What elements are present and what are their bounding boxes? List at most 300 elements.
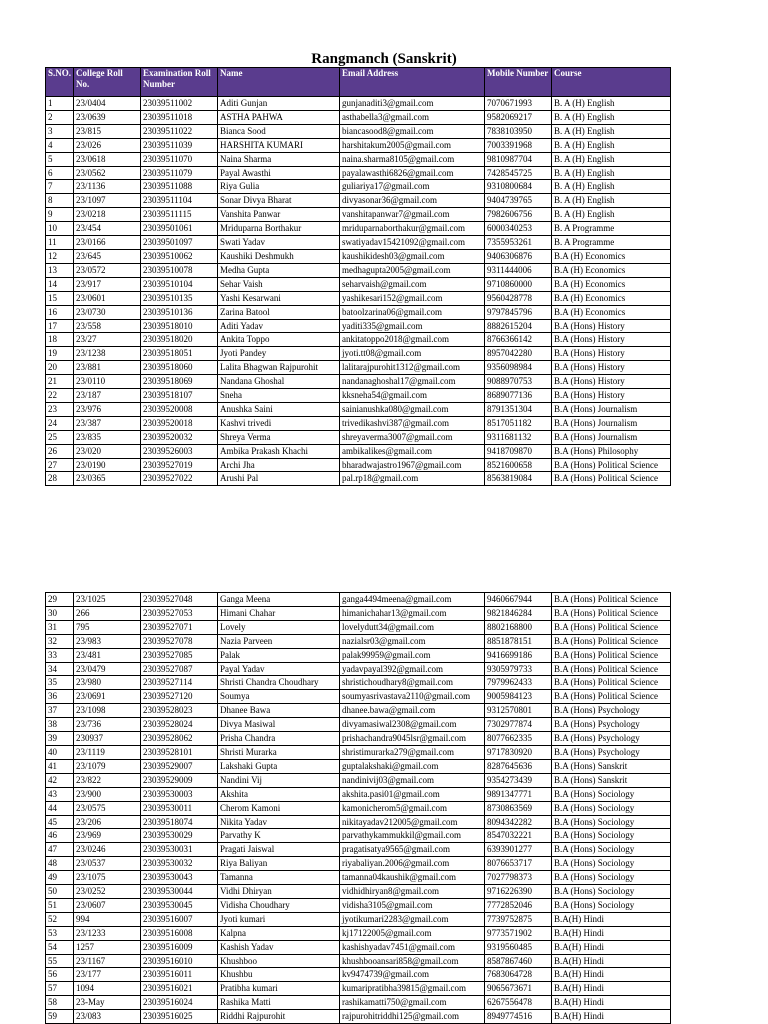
cell-college-roll: 23/0730 [74, 305, 141, 319]
cell-course: B.A (Hons) History [552, 319, 671, 333]
cell-mobile: 8517051182 [485, 416, 552, 430]
cell-email: yashikesari152@gmail.com [340, 291, 485, 305]
cell-exam-roll: 23039516007 [141, 912, 218, 926]
cell-mobile: 9717830920 [485, 745, 552, 759]
cell-mobile: 9716226390 [485, 885, 552, 899]
cell-college-roll: 23/881 [74, 361, 141, 375]
cell-college-roll: 23/645 [74, 249, 141, 263]
cell-email: yaditi335@gmail.com [340, 319, 485, 333]
cell-name: Riddhi Rajpurohit [218, 1010, 340, 1024]
cell-name: Prisha Chandra [218, 732, 340, 746]
cell-email: biancasood8@gmail.com [340, 124, 485, 138]
cell-exam-roll: 23039518069 [141, 375, 218, 389]
cell-sno: 59 [46, 1010, 74, 1024]
table-row [46, 152, 671, 166]
cell-course: B.A (H) Economics [552, 291, 671, 305]
table-row [46, 249, 671, 263]
header-course: Course [552, 68, 671, 97]
cell-college-roll: 23/1075 [74, 871, 141, 885]
page-title: Rangmanch (Sanskrit) [311, 51, 457, 67]
table-row [46, 236, 671, 250]
cell-name: Shreya Verma [218, 430, 340, 444]
cell-sno: 48 [46, 857, 74, 871]
cell-mobile: 9773571902 [485, 926, 552, 940]
cell-exam-roll: 23039527087 [141, 662, 218, 676]
cell-exam-roll: 23039511070 [141, 152, 218, 166]
cell-email: nandinivij03@gmail.com [340, 773, 485, 787]
cell-mobile: 8766366142 [485, 333, 552, 347]
cell-college-roll: 23/0601 [74, 291, 141, 305]
table-row [46, 843, 671, 857]
cell-college-roll: 23/0572 [74, 263, 141, 277]
cell-sno: 22 [46, 389, 74, 403]
cell-name: Sehar Vaish [218, 277, 340, 291]
cell-mobile: 9312570801 [485, 704, 552, 718]
cell-name: Kashvi trivedi [218, 416, 340, 430]
cell-email: batoolzarina06@gmail.com [340, 305, 485, 319]
cell-mobile: 9354273439 [485, 773, 552, 787]
cell-college-roll: 23/917 [74, 277, 141, 291]
cell-mobile: 8521600658 [485, 458, 552, 472]
cell-mobile: 7979962433 [485, 676, 552, 690]
cell-exam-roll: 23039516021 [141, 982, 218, 996]
cell-sno: 51 [46, 898, 74, 912]
cell-mobile: 8791351304 [485, 402, 552, 416]
cell-email: gunjanaditi3@gmail.com [340, 97, 485, 111]
cell-sno: 40 [46, 745, 74, 759]
cell-sno: 7 [46, 180, 74, 194]
cell-college-roll: 23/900 [74, 787, 141, 801]
cell-course: B.A (Hons) Journalism [552, 416, 671, 430]
cell-sno: 53 [46, 926, 74, 940]
table-row [46, 648, 671, 662]
cell-exam-roll: 23039527078 [141, 634, 218, 648]
table-row [46, 801, 671, 815]
cell-college-roll: 23/0562 [74, 166, 141, 180]
cell-sno: 4 [46, 138, 74, 152]
cell-course: B. A (H) English [552, 180, 671, 194]
cell-sno: 47 [46, 843, 74, 857]
table-row [46, 430, 671, 444]
cell-college-roll: 266 [74, 606, 141, 620]
table-row [46, 968, 671, 982]
cell-name: Rashika Matti [218, 996, 340, 1010]
cell-mobile: 9560428778 [485, 291, 552, 305]
cell-exam-roll: 23039530032 [141, 857, 218, 871]
cell-college-roll: 23/020 [74, 444, 141, 458]
cell-mobile: 7683064728 [485, 968, 552, 982]
cell-name: Lovely [218, 620, 340, 634]
header-college-roll: College Roll No. [74, 68, 141, 97]
cell-sno: 33 [46, 648, 74, 662]
cell-college-roll: 23/0537 [74, 857, 141, 871]
cell-sno: 23 [46, 402, 74, 416]
cell-exam-roll: 23039529007 [141, 759, 218, 773]
cell-mobile: 7772852046 [485, 898, 552, 912]
cell-exam-roll: 23039518051 [141, 347, 218, 361]
cell-mobile: 8547032221 [485, 829, 552, 843]
cell-exam-roll: 23039516011 [141, 968, 218, 982]
cell-email: asthabella3@gmail.com [340, 110, 485, 124]
cell-mobile: 8287645636 [485, 759, 552, 773]
cell-name: Aditi Yadav [218, 319, 340, 333]
student-table-page2 [45, 592, 671, 1024]
cell-sno: 24 [46, 416, 74, 430]
cell-course: B.A (Hons) Political Science [552, 662, 671, 676]
cell-mobile: 8587867460 [485, 954, 552, 968]
cell-course: B.A (Hons) Sociology [552, 815, 671, 829]
cell-email: himanichahar13@gmail.com [340, 606, 485, 620]
cell-mobile: 9406306876 [485, 249, 552, 263]
cell-exam-roll: 23039520018 [141, 416, 218, 430]
cell-course: B.A (Hons) Political Science [552, 648, 671, 662]
cell-exam-roll: 23039518010 [141, 319, 218, 333]
cell-sno: 21 [46, 375, 74, 389]
cell-college-roll: 23/1119 [74, 745, 141, 759]
cell-course: B.A (H) Economics [552, 249, 671, 263]
cell-course: B. A (H) English [552, 208, 671, 222]
cell-sno: 11 [46, 236, 74, 250]
table-row [46, 815, 671, 829]
cell-sno: 17 [46, 319, 74, 333]
cell-name: Nikita Yadav [218, 815, 340, 829]
cell-course: B.A (Hons) Political Science [552, 458, 671, 472]
cell-name: Shristi Chandra Choudhary [218, 676, 340, 690]
cell-college-roll: 23/0575 [74, 801, 141, 815]
cell-name: Naina Sharma [218, 152, 340, 166]
cell-email: shreyaverma3007@gmail.com [340, 430, 485, 444]
cell-sno: 10 [46, 222, 74, 236]
cell-college-roll: 994 [74, 912, 141, 926]
cell-mobile: 9821846284 [485, 606, 552, 620]
cell-email: nazialsr03@gmail.com [340, 634, 485, 648]
cell-exam-roll: 23039511115 [141, 208, 218, 222]
cell-mobile: 6000340253 [485, 222, 552, 236]
cell-mobile: 9418709870 [485, 444, 552, 458]
cell-mobile: 8076653717 [485, 857, 552, 871]
cell-sno: 38 [46, 718, 74, 732]
cell-sno: 26 [46, 444, 74, 458]
cell-college-roll: 23/1238 [74, 347, 141, 361]
cell-sno: 2 [46, 110, 74, 124]
cell-name: Ganga Meena [218, 593, 340, 607]
cell-college-roll: 23/1098 [74, 704, 141, 718]
table-row [46, 208, 671, 222]
table-row [46, 277, 671, 291]
table-row [46, 662, 671, 676]
cell-sno: 34 [46, 662, 74, 676]
cell-mobile: 6393901277 [485, 843, 552, 857]
cell-mobile: 9404739765 [485, 194, 552, 208]
cell-college-roll: 23/0110 [74, 375, 141, 389]
cell-email: jyoti.tt08@gmail.com [340, 347, 485, 361]
cell-name: Vanshita Panwar [218, 208, 340, 222]
cell-mobile: 8957042280 [485, 347, 552, 361]
cell-sno: 56 [46, 968, 74, 982]
cell-college-roll: 23/0691 [74, 690, 141, 704]
cell-exam-roll: 23039511039 [141, 138, 218, 152]
cell-name: Soumya [218, 690, 340, 704]
cell-exam-roll: 23039510136 [141, 305, 218, 319]
cell-name: Jyoti kumari [218, 912, 340, 926]
cell-college-roll: 1257 [74, 940, 141, 954]
cell-course: B.A (Hons) Sociology [552, 857, 671, 871]
cell-name: Aditi Gunjan [218, 97, 340, 111]
cell-email: shristimurarka279@gmail.com [340, 745, 485, 759]
table-row [46, 954, 671, 968]
table-row [46, 361, 671, 375]
cell-course: B.A (H) Economics [552, 305, 671, 319]
cell-exam-roll: 23039516024 [141, 996, 218, 1010]
cell-mobile: 9356098984 [485, 361, 552, 375]
cell-sno: 16 [46, 305, 74, 319]
cell-name: Lakshaki Gupta [218, 759, 340, 773]
cell-course: B.A (Hons) Sociology [552, 871, 671, 885]
cell-mobile: 9311444006 [485, 263, 552, 277]
cell-sno: 50 [46, 885, 74, 899]
cell-name: Zarina Batool [218, 305, 340, 319]
table-row [46, 871, 671, 885]
cell-exam-roll: 23039527048 [141, 593, 218, 607]
cell-email: kksneha54@gmail.com [340, 389, 485, 403]
cell-exam-roll: 23039510062 [141, 249, 218, 263]
cell-exam-roll: 23039527120 [141, 690, 218, 704]
cell-mobile: 7982606756 [485, 208, 552, 222]
cell-exam-roll: 23039530003 [141, 787, 218, 801]
cell-name: Pratibha kumari [218, 982, 340, 996]
table-row [46, 291, 671, 305]
cell-email: soumyasrivastava2110@gmail.com [340, 690, 485, 704]
cell-course: B. A (H) English [552, 110, 671, 124]
cell-name: Akshita [218, 787, 340, 801]
cell-name: Vidisha Choudhary [218, 898, 340, 912]
cell-course: B. A (H) English [552, 97, 671, 111]
table-row [46, 593, 671, 607]
cell-course: B.A (Hons) Journalism [552, 402, 671, 416]
cell-college-roll: 23/0365 [74, 472, 141, 486]
cell-email: ankitatoppo2018@gmail.com [340, 333, 485, 347]
table-row [46, 912, 671, 926]
cell-college-roll: 23/177 [74, 968, 141, 982]
cell-college-roll: 23/27 [74, 333, 141, 347]
cell-college-roll: 23/0404 [74, 97, 141, 111]
cell-course: B.A(H) Hindi [552, 954, 671, 968]
cell-exam-roll: 23039511022 [141, 124, 218, 138]
cell-course: B.A (Hons) History [552, 333, 671, 347]
cell-course: B.A (Hons) Sociology [552, 787, 671, 801]
cell-sno: 39 [46, 732, 74, 746]
cell-email: khushbooansari858@gmail.com [340, 954, 485, 968]
table-row [46, 606, 671, 620]
cell-name: Himani Chahar [218, 606, 340, 620]
cell-college-roll: 23/0166 [74, 236, 141, 250]
cell-name: Kashish Yadav [218, 940, 340, 954]
cell-sno: 45 [46, 815, 74, 829]
table-row [46, 857, 671, 871]
cell-course: B.A (H) Economics [552, 263, 671, 277]
cell-email: trivedikashvi387@gmail.com [340, 416, 485, 430]
cell-email: lovelydutt34@gmail.com [340, 620, 485, 634]
cell-email: prishachandra9045lsr@gmail.com [340, 732, 485, 746]
cell-sno: 30 [46, 606, 74, 620]
cell-name: Dhanee Bawa [218, 704, 340, 718]
cell-sno: 44 [46, 801, 74, 815]
cell-mobile: 9310800684 [485, 180, 552, 194]
cell-exam-roll: 23039520032 [141, 430, 218, 444]
cell-exam-roll: 23039530011 [141, 801, 218, 815]
cell-sno: 55 [46, 954, 74, 968]
cell-name: Nandana Ghoshal [218, 375, 340, 389]
table-row [46, 444, 671, 458]
cell-college-roll: 23/454 [74, 222, 141, 236]
cell-sno: 9 [46, 208, 74, 222]
cell-sno: 58 [46, 996, 74, 1010]
cell-mobile: 8094342282 [485, 815, 552, 829]
cell-college-roll: 230937 [74, 732, 141, 746]
cell-email: medhagupta2005@gmail.com [340, 263, 485, 277]
cell-email: guliariya17@gmail.com [340, 180, 485, 194]
cell-college-roll: 23/0639 [74, 110, 141, 124]
cell-name: Nandini Vij [218, 773, 340, 787]
cell-sno: 19 [46, 347, 74, 361]
table-header-row [46, 68, 671, 97]
cell-email: divyamasiwal2308@gmail.com [340, 718, 485, 732]
table-row [46, 138, 671, 152]
cell-college-roll: 1094 [74, 982, 141, 996]
cell-sno: 3 [46, 124, 74, 138]
cell-course: B.A (Hons) Sociology [552, 829, 671, 843]
table-row [46, 759, 671, 773]
cell-mobile: 9311681132 [485, 430, 552, 444]
cell-mobile: 8802168800 [485, 620, 552, 634]
cell-exam-roll: 23039530044 [141, 885, 218, 899]
cell-sno: 49 [46, 871, 74, 885]
cell-course: B.A (Hons) Psychology [552, 704, 671, 718]
cell-exam-roll: 23039530045 [141, 898, 218, 912]
cell-sno: 20 [46, 361, 74, 375]
cell-college-roll: 23/1136 [74, 180, 141, 194]
cell-mobile: 7739752875 [485, 912, 552, 926]
cell-mobile: 9460667944 [485, 593, 552, 607]
cell-exam-roll: 23039510104 [141, 277, 218, 291]
cell-exam-roll: 23039530029 [141, 829, 218, 843]
cell-course: B.A (Hons) Political Science [552, 620, 671, 634]
cell-mobile: 7355953261 [485, 236, 552, 250]
cell-course: B.A(H) Hindi [552, 912, 671, 926]
cell-name: Parvathy K [218, 829, 340, 843]
cell-course: B.A (Hons) Political Science [552, 634, 671, 648]
cell-college-roll: 23/0618 [74, 152, 141, 166]
table-row [46, 389, 671, 403]
cell-course: B. A (H) English [552, 194, 671, 208]
cell-exam-roll: 23039528024 [141, 718, 218, 732]
cell-college-roll: 23/1167 [74, 954, 141, 968]
cell-name: Divya Masiwal [218, 718, 340, 732]
cell-sno: 6 [46, 166, 74, 180]
cell-course: B. A (H) English [552, 152, 671, 166]
cell-course: B. A (H) English [552, 138, 671, 152]
cell-exam-roll: 23039528062 [141, 732, 218, 746]
cell-course: B.A (Hons) Political Science [552, 593, 671, 607]
cell-sno: 43 [46, 787, 74, 801]
cell-college-roll: 23/1025 [74, 593, 141, 607]
cell-course: B.A (Hons) Psychology [552, 745, 671, 759]
cell-college-roll: 23/026 [74, 138, 141, 152]
cell-course: B.A (Hons) Philosophy [552, 444, 671, 458]
cell-college-roll: 23/206 [74, 815, 141, 829]
table-row [46, 472, 671, 486]
cell-sno: 18 [46, 333, 74, 347]
cell-name: Ambika Prakash Khachi [218, 444, 340, 458]
cell-name: HARSHITA KUMARI [218, 138, 340, 152]
cell-college-roll: 23/387 [74, 416, 141, 430]
table-row [46, 416, 671, 430]
cell-mobile: 7302977874 [485, 718, 552, 732]
cell-email: nandanaghoshal17@gmail.com [340, 375, 485, 389]
header-sno: S.NO. [46, 68, 74, 97]
table-row [46, 982, 671, 996]
cell-college-roll: 23/1079 [74, 759, 141, 773]
cell-name: Kalpna [218, 926, 340, 940]
cell-email: lalitarajpurohit1312@gmail.com [340, 361, 485, 375]
cell-name: Kaushiki Deshmukh [218, 249, 340, 263]
cell-exam-roll: 23039526003 [141, 444, 218, 458]
header-exam-roll: Examination Roll Number [141, 68, 218, 97]
cell-college-roll: 23/0607 [74, 898, 141, 912]
cell-sno: 29 [46, 593, 74, 607]
cell-exam-roll: 23039510135 [141, 291, 218, 305]
cell-email: rajpurohitriddhi125@gmail.com [340, 1010, 485, 1024]
cell-name: Sonar Divya Bharat [218, 194, 340, 208]
cell-course: B.A (Hons) Sociology [552, 898, 671, 912]
cell-sno: 37 [46, 704, 74, 718]
table-row [46, 97, 671, 111]
cell-email: kv9474739@gmail.com [340, 968, 485, 982]
cell-mobile: 9710860000 [485, 277, 552, 291]
cell-course: B.A(H) Hindi [552, 926, 671, 940]
cell-college-roll: 23/1097 [74, 194, 141, 208]
cell-email: harshitakum2005@gmail.com [340, 138, 485, 152]
cell-exam-roll: 23039511104 [141, 194, 218, 208]
cell-name: Palak [218, 648, 340, 662]
cell-sno: 36 [46, 690, 74, 704]
table-row [46, 634, 671, 648]
cell-exam-roll: 23039516008 [141, 926, 218, 940]
table-row [46, 732, 671, 746]
cell-sno: 1 [46, 97, 74, 111]
cell-email: dhanee.bawa@gmail.com [340, 704, 485, 718]
cell-mobile: 8730863569 [485, 801, 552, 815]
cell-email: divyasonar36@gmail.com [340, 194, 485, 208]
cell-college-roll: 795 [74, 620, 141, 634]
cell-email: mriduparnaborthakur@gmail.com [340, 222, 485, 236]
cell-college-roll: 23/083 [74, 1010, 141, 1024]
cell-course: B.A (Hons) History [552, 375, 671, 389]
cell-email: ambikalikes@gmail.com [340, 444, 485, 458]
cell-name: Ankita Toppo [218, 333, 340, 347]
cell-sno: 42 [46, 773, 74, 787]
cell-email: kaushikidesh03@gmail.com [340, 249, 485, 263]
cell-college-roll: 23/1233 [74, 926, 141, 940]
cell-exam-roll: 23039516010 [141, 954, 218, 968]
table-row [46, 787, 671, 801]
cell-exam-roll: 23039527053 [141, 606, 218, 620]
cell-college-roll: 23-May [74, 996, 141, 1010]
cell-name: Tamanna [218, 871, 340, 885]
cell-college-roll: 23/0252 [74, 885, 141, 899]
table-row [46, 940, 671, 954]
cell-course: B. A (H) English [552, 166, 671, 180]
